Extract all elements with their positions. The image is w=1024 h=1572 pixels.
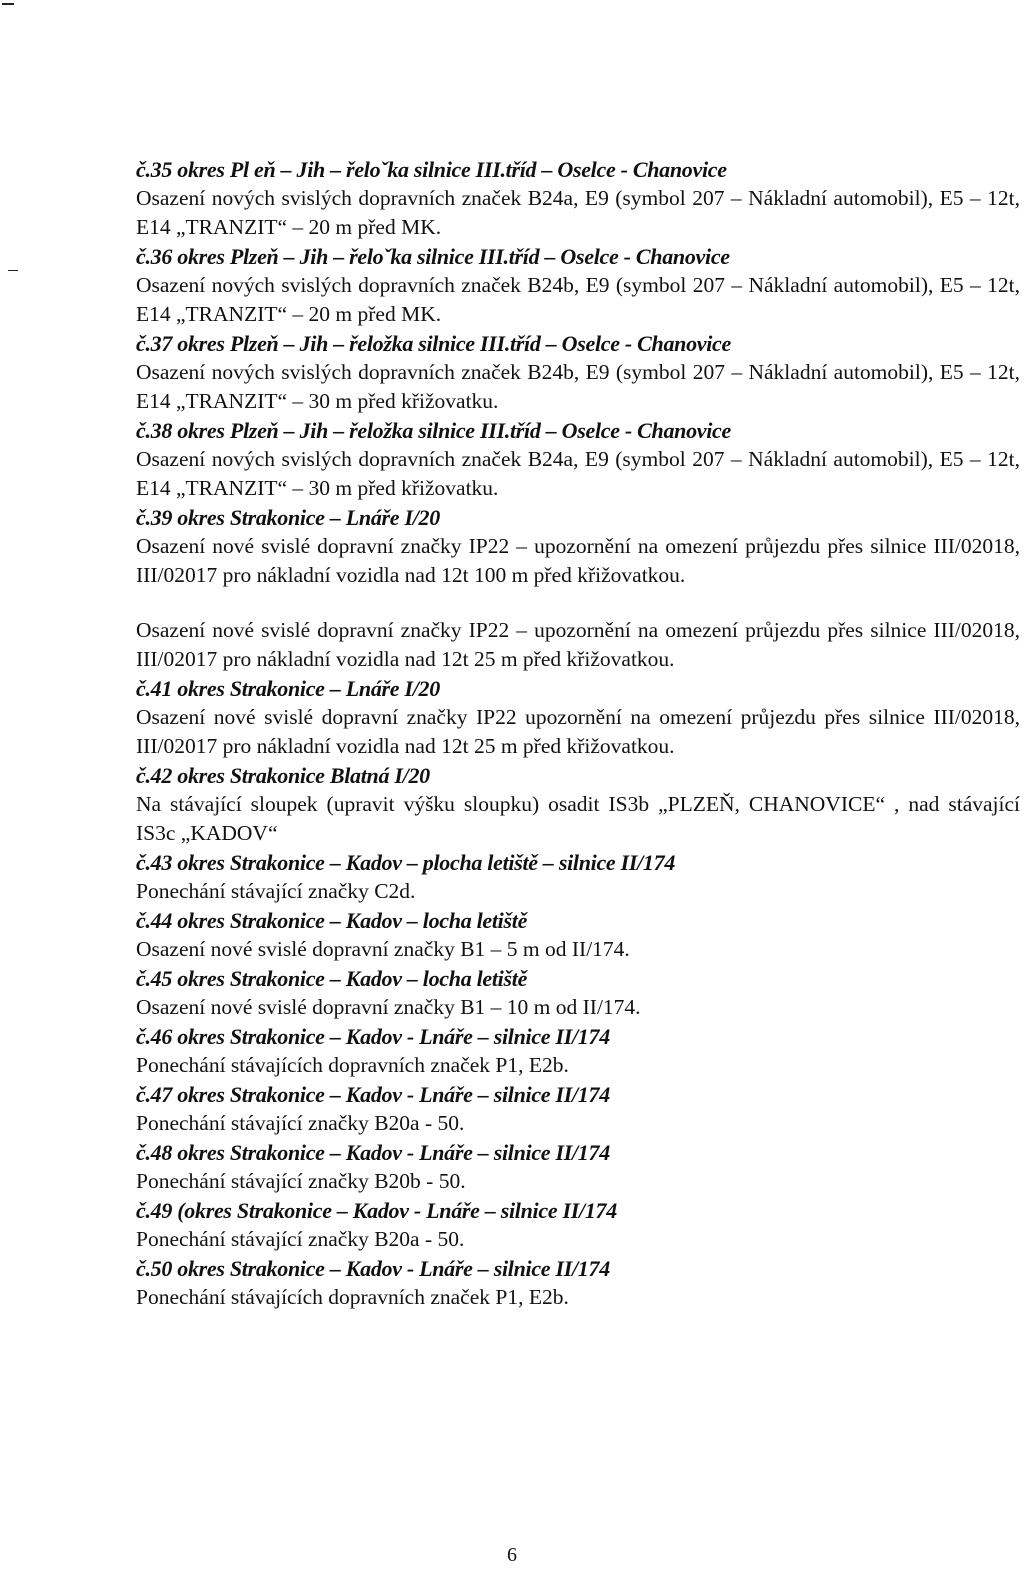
sign-item-description: Osazení nové svislé dopravní značky IP22 – upozornění na omezení průjezdu přes silnice III/02018, III/02017 pro nákladní vozidla nad 12t 25 m před křižovatkou. — [136, 618, 1020, 671]
sign-item-heading: č.44 okres Strakonice – Kadov – locha letiště — [136, 908, 528, 933]
sign-item — [136, 674, 1020, 761]
sign-item-description: Ponechání stávajících dopravních značek P1, E2b. — [136, 1285, 569, 1309]
sign-item — [136, 1138, 1020, 1196]
sign-item — [136, 329, 1020, 416]
sign-item-description: Osazení nové svislé dopravní značky B1 – 5 m od II/174. — [136, 937, 630, 961]
sign-item-heading: č.48 okres Strakonice – Kadov - Lnáře – silnice II/174 — [136, 1140, 610, 1165]
sign-item — [136, 503, 1020, 590]
sign-item-heading: č.38 okres Plzeň – Jih – řeložka silnice III.tříd – Oselce - Chanovice — [136, 418, 731, 443]
sign-item-description: Ponechání stávající značky B20a - 50. — [136, 1111, 465, 1135]
traffic-sign-item-list — [136, 155, 1020, 1312]
sign-item-description: Osazení nových svislých dopravních značek B24b, E9 (symbol 207 – Nákladní automobil), E5 – 12t, E14 „TRANZIT“ – 30 m před křižovatku. — [136, 360, 1020, 413]
sign-item-description: Osazení nových svislých dopravních značek B24a, E9 (symbol 207 – Nákladní automobil), E5 – 12t, E14 „TRANZIT“ – 30 m před křižovatku. — [136, 447, 1020, 500]
sign-item-heading: č.35 okres Pl eň – Jih – řeloˇka silnice III.tříd – Oselce - Chanovice — [136, 157, 727, 182]
sign-item — [136, 1196, 1020, 1254]
sign-item-heading: č.42 okres Strakonice Blatná I/20 — [136, 763, 430, 788]
sign-item-description: Osazení nových svislých dopravních značek B24b, E9 (symbol 207 – Nákladní automobil), E5 – 12t, E14 „TRANZIT“ – 20 m před MK. — [136, 273, 1020, 326]
sign-item — [136, 1022, 1020, 1080]
sign-item-heading: č.39 okres Strakonice – Lnáře I/20 — [136, 505, 440, 530]
sign-item — [136, 1254, 1020, 1312]
sign-item-heading: č.49 (okres Strakonice – Kadov - Lnáře – silnice II/174 — [136, 1198, 617, 1223]
sign-item-description: Osazení nové svislé dopravní značky IP22 upozornění na omezení průjezdu přes silnice III/02018, III/02017 pro nákladní vozidla nad 12t 25 m před křižovatkou. — [136, 705, 1020, 758]
sign-item-description: Ponechání stávajících dopravních značek P1, E2b. — [136, 1053, 569, 1077]
sign-item-heading: č.36 okres Plzeň – Jih – řeloˇka silnice III.tříd – Oselce - Chanovice — [136, 244, 730, 269]
sign-item-description: Na stávající sloupek (upravit výšku sloupku) osadit IS3b „PLZEŇ, CHANOVICE“ , nad stávající IS3c „KADOV“ — [136, 792, 1020, 845]
sign-item-heading: č.41 okres Strakonice – Lnáře I/20 — [136, 676, 440, 701]
sign-item — [136, 848, 1020, 906]
sign-item — [136, 964, 1020, 1022]
scan-artifact-mark — [8, 270, 18, 271]
sign-item — [136, 416, 1020, 503]
sign-item — [136, 616, 1020, 674]
sign-item-description: Ponechání stávající značky B20b - 50. — [136, 1169, 466, 1193]
sign-item-heading: č.43 okres Strakonice – Kadov – plocha letiště – silnice II/174 — [136, 850, 676, 875]
sign-item-heading: č.50 okres Strakonice – Kadov - Lnáře – silnice II/174 — [136, 1256, 610, 1281]
sign-item-description: Ponechání stávající značky C2d. — [136, 879, 416, 903]
scan-artifact-mark — [2, 3, 14, 5]
sign-item — [136, 1080, 1020, 1138]
sign-item-heading: č.37 okres Plzeň – Jih – řeložka silnice III.tříd – Oselce - Chanovice — [136, 331, 731, 356]
sign-item-description: Osazení nových svislých dopravních značek B24a, E9 (symbol 207 – Nákladní automobil), E5 – 12t, E14 „TRANZIT“ – 20 m před MK. — [136, 186, 1020, 239]
sign-item-heading: č.45 okres Strakonice – Kadov – locha letiště — [136, 966, 528, 991]
sign-item — [136, 242, 1020, 329]
page-number: 6 — [507, 1544, 517, 1566]
sign-item-heading: č.46 okres Strakonice – Kadov - Lnáře – silnice II/174 — [136, 1024, 610, 1049]
sign-item — [136, 761, 1020, 848]
sign-item-description: Osazení nové svislé dopravní značky IP22 – upozornění na omezení průjezdu přes silnice III/02018, III/02017 pro nákladní vozidla nad 12t 100 m před křižovatkou. — [136, 534, 1020, 587]
sign-item-heading: č.47 okres Strakonice – Kadov - Lnáře – silnice II/174 — [136, 1082, 610, 1107]
sign-item-description: Ponechání stávající značky B20a - 50. — [136, 1227, 465, 1251]
sign-item — [136, 155, 1020, 242]
sign-item — [136, 906, 1020, 964]
sign-item-description: Osazení nové svislé dopravní značky B1 – 10 m od II/174. — [136, 995, 641, 1019]
paragraph-gap — [136, 590, 1020, 616]
